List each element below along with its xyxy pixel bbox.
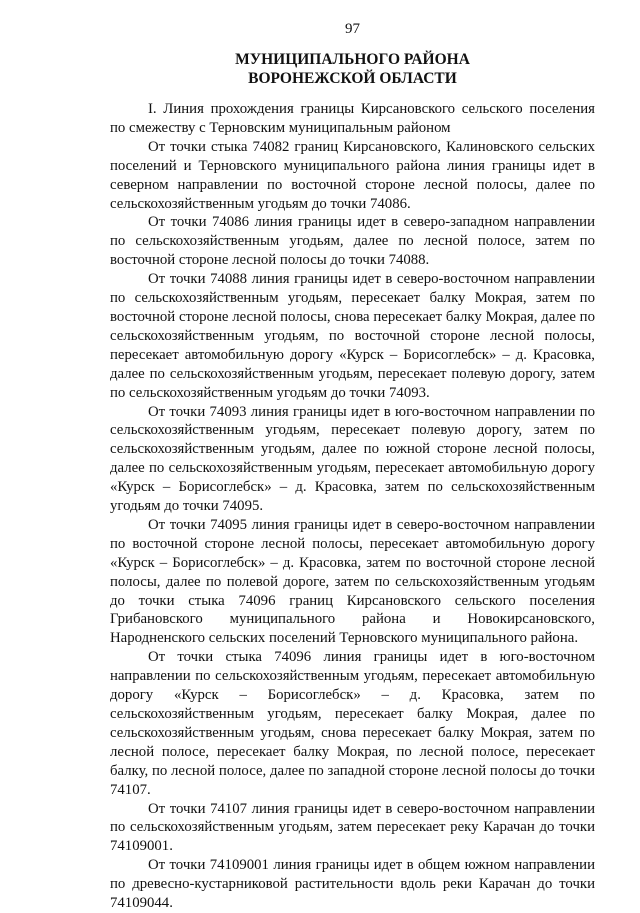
paragraph: От точки стыка 74082 границ Кирсановского, Калиновского сельских поселений и Терновского муниципального района линия границы идет в северном направлении по восточной стороне лесной полосы, далее по сельскохозяйственным угодьям до точки 74086. [110,138,595,212]
heading-line-1: МУНИЦИПАЛЬНОГО РАЙОНА [235,51,470,68]
paragraph: От точки стыка 74096 линия границы идет в юго-восточном направлении по сельскохозяйственным угодьям, пересекает автомобильную дорогу «Курск – Борисоглебск» – д. Красовка, затем по сельскохозяйственным угодьям, пересекает балку Мокрая, далее по сельскохозяйственным угодьям, снова пересекает балку Мокрая, затем по лесной полосе, пересекает балку Мокрая, по лесной полосе, пересекает балку, по лесной полосе, далее по западной стороне лесной полосы до точки 74107. [110,649,595,798]
body-text [110,100,595,913]
paragraph: От точки 74095 линия границы идет в северо-восточном направлении по восточной стороне лесной полосы, пересекает автомобильную дорогу «Курск – Борисоглебск» – д. Красовка, затем по восточной стороне лесной полосы, далее по полевой дороге, затем по сельскохозяйственным угодьям до точки стыка 74096 границ Кирсановского сельского поселения Грибановского муниципального района и Новокирсановского, Народненского сельских поселений Терновского муниципального района. [110,516,595,647]
heading-line-2: ВОРОНЕЖСКОЙ ОБЛАСТИ [248,70,457,87]
paragraph: От точки 74109001 линия границы идет в общем южном направлении по древесно-кустарниковой растительности вдоль реки Карачан до точки 74109044. [110,857,595,912]
section-title-paragraph: I. Линия прохождения границы Кирсановского сельского поселения по смежеству с Терновским муниципальным районом [110,101,595,136]
paragraph: От точки 74107 линия границы идет в северо-восточном направлении по сельскохозяйственным угодьям, затем пересекает реку Карачан до точки 74109001. [110,800,595,855]
paragraph: От точки 74086 линия границы идет в северо-западном направлении по сельскохозяйственным угодьям, далее по лесной полосе, затем по восточной стороне лесной полосы до точки 74088. [110,214,595,269]
paragraph: От точки 74088 линия границы идет в северо-восточном направлении по сельскохозяйственным угодьям, пересекает балку Мокрая, затем по восточной стороне лесной полосы, снова пересекает балку Мокрая, далее по сельскохозяйственным угодьям, по восточной стороне лесной полосы, пересекает автомобильную дорогу «Курск – Борисоглебск» – д. Красовка, далее по сельскохозяйственным угодьям, пересекает полевую дорогу, затем по сельскохозяйственным угодьям до точки 74093. [110,271,595,401]
paragraph: От точки 74093 линия границы идет в юго-восточном направлении по сельскохозяйственным угодьям, пересекает полевую дорогу, затем по сельскохозяйственным угодьям, далее по южной стороне лесной полосы, далее по сельскохозяйственным угодьям, пересекает автомобильную дорогу «Курск – Борисоглебск» – д. Красовка, затем по сельскохозяйственным угодьям до точки 74095. [110,403,595,515]
page-number: 97 [345,21,360,37]
section-heading [110,50,595,88]
